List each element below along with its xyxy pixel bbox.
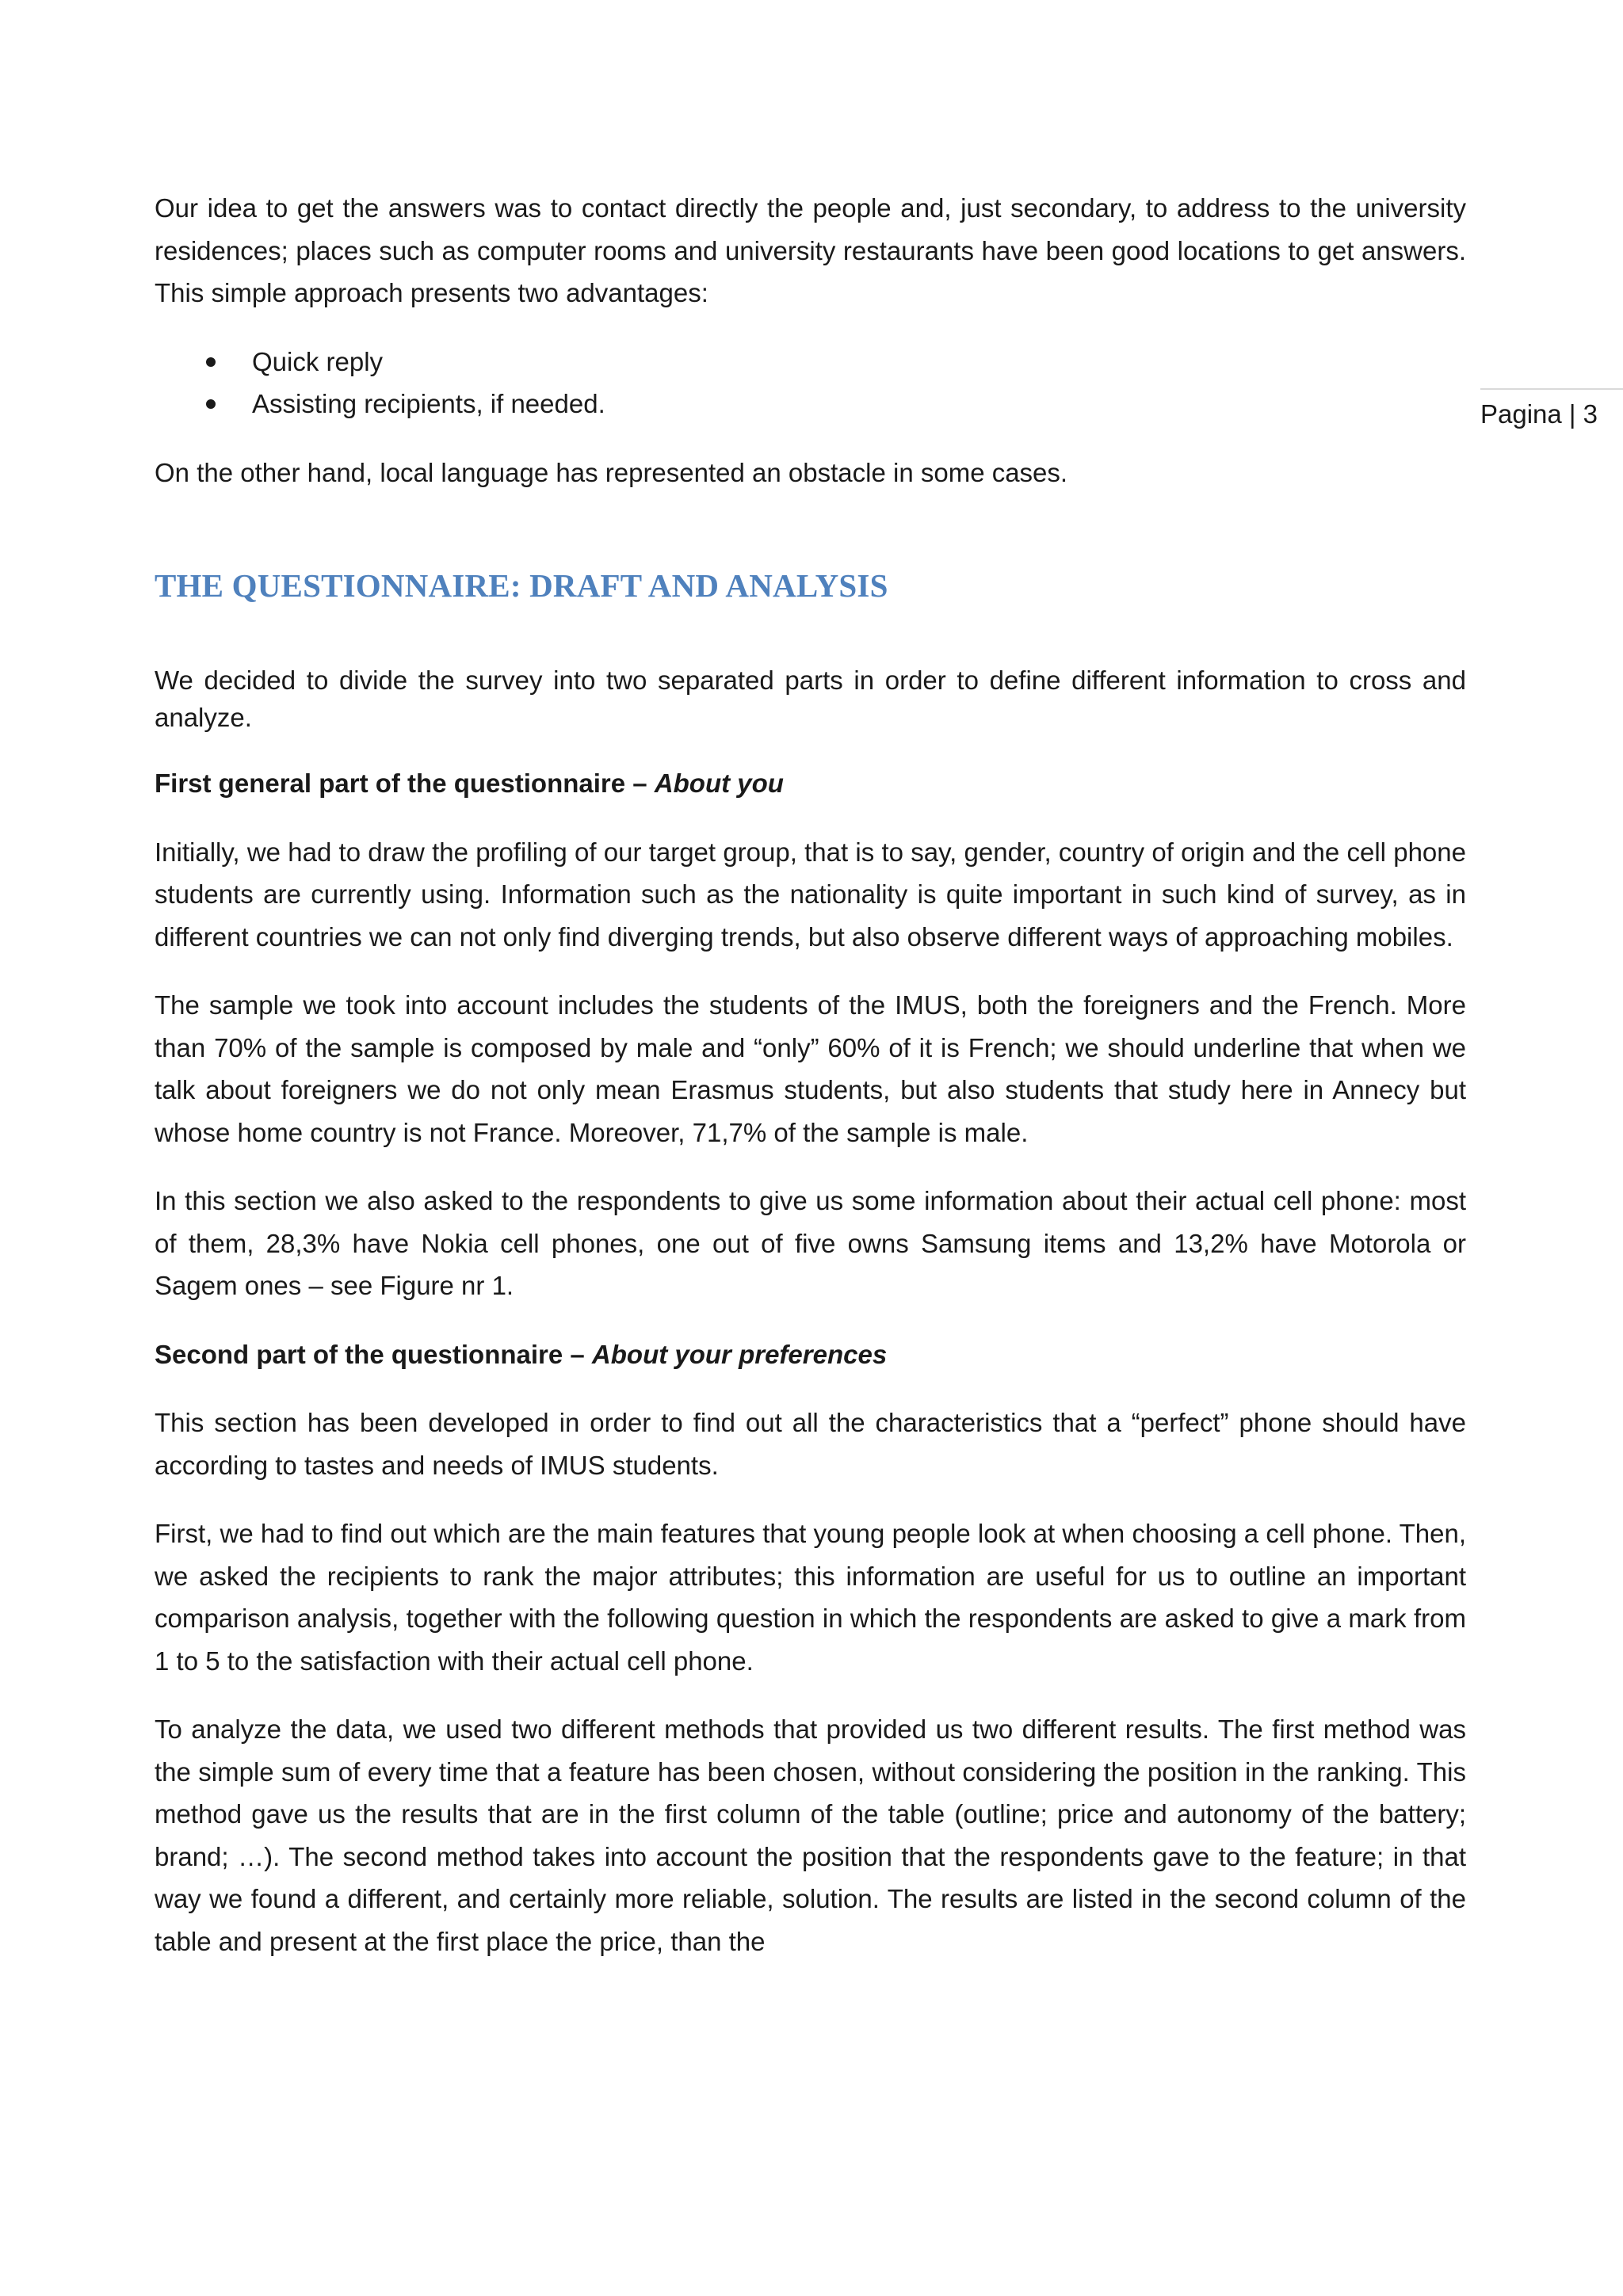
intro-closing: On the other hand, local language has represented an obstacle in some cases. — [155, 457, 1068, 487]
bullet-icon — [206, 357, 216, 367]
intro-paragraph: Our idea to get the answers was to contact directly the people and, just secondary, to address to the university residences; places such as computer rooms and university restaurants have been good locations to get answers. This simple approach presents two advantages: — [155, 193, 1466, 307]
section-heading: THE QUESTIONNAIRE: DRAFT AND ANALYSIS — [155, 567, 888, 604]
list-item — [155, 383, 1466, 425]
part1-title-italic: About you — [654, 769, 784, 798]
bullet-icon — [206, 399, 216, 409]
advantages-list — [155, 341, 1466, 425]
page-number: Pagina | 3 — [1480, 388, 1623, 433]
list-item-text: Assisting recipients, if needed. — [252, 389, 605, 418]
part2-title — [155, 1333, 1466, 1376]
section-lead: We decided to divide the survey into two separated parts in order to define different information to cross and analyze. — [155, 666, 1466, 732]
part2-paragraph: First, we had to find out which are the main features that young people look at when choosing a cell phone. Then, we asked the recipients to rank the major attributes; this information are useful for us to outline an important comparison analysis, together with the following question in which the respondents are asked to give a mark from 1 to 5 to the satisfaction with their actual cell phone. — [155, 1519, 1466, 1676]
part2-paragraph: This section has been developed in order to find out all the characteristics that a “perfect” phone should have according to tastes and needs of IMUS students. — [155, 1408, 1466, 1480]
part1-paragraph: In this section we also asked to the respondents to give us some information about their actual cell phone: most of them, 28,3% have Nokia cell phones, one out of five owns Samsung items and 13,2% have Motorola or Sagem ones – see Figure nr 1. — [155, 1186, 1466, 1300]
part1-title-text: First general part of the questionnaire – — [155, 769, 655, 798]
part1-paragraph: The sample we took into account includes the students of the IMUS, both the foreigners and the French. More than 70% of the sample is composed by male and “only” 60% of it is French; we should underline that when we talk about foreigners we do not only mean Erasmus students, but also students that study here in Annecy but whose home country is not France. Moreover, 71,7% of the sample is male. — [155, 990, 1466, 1147]
document-body — [155, 187, 1466, 1989]
part2-paragraph: To analyze the data, we used two different methods that provided us two different results. The first method was the simple sum of every time that a feature has been chosen, without considering the position in the ranking. This method gave us the results that are in the first column of the table (outline; price and autonomy of the battery; brand; …). The second method takes into account the position that the respondents gave to the feature; in that way we found a different, and certainly more reliable, solution. The results are listed in the second column of the table and present at the first place the price, than the — [155, 1714, 1466, 1956]
part2-title-text: Second part of the questionnaire – — [155, 1339, 592, 1369]
part1-title — [155, 762, 1466, 805]
part2-title-italic: About your preferences — [591, 1339, 888, 1369]
list-item-text: Quick reply — [252, 346, 384, 376]
part1-paragraph: Initially, we had to draw the profiling of our target group, that is to say, gender, country of origin and the cell phone students are currently using. Information such as the nationality is quite important in such kind of survey, as in different countries we can not only find diverging trends, but also observe different ways of approaching mobiles. — [155, 837, 1466, 952]
list-item — [155, 341, 1466, 383]
